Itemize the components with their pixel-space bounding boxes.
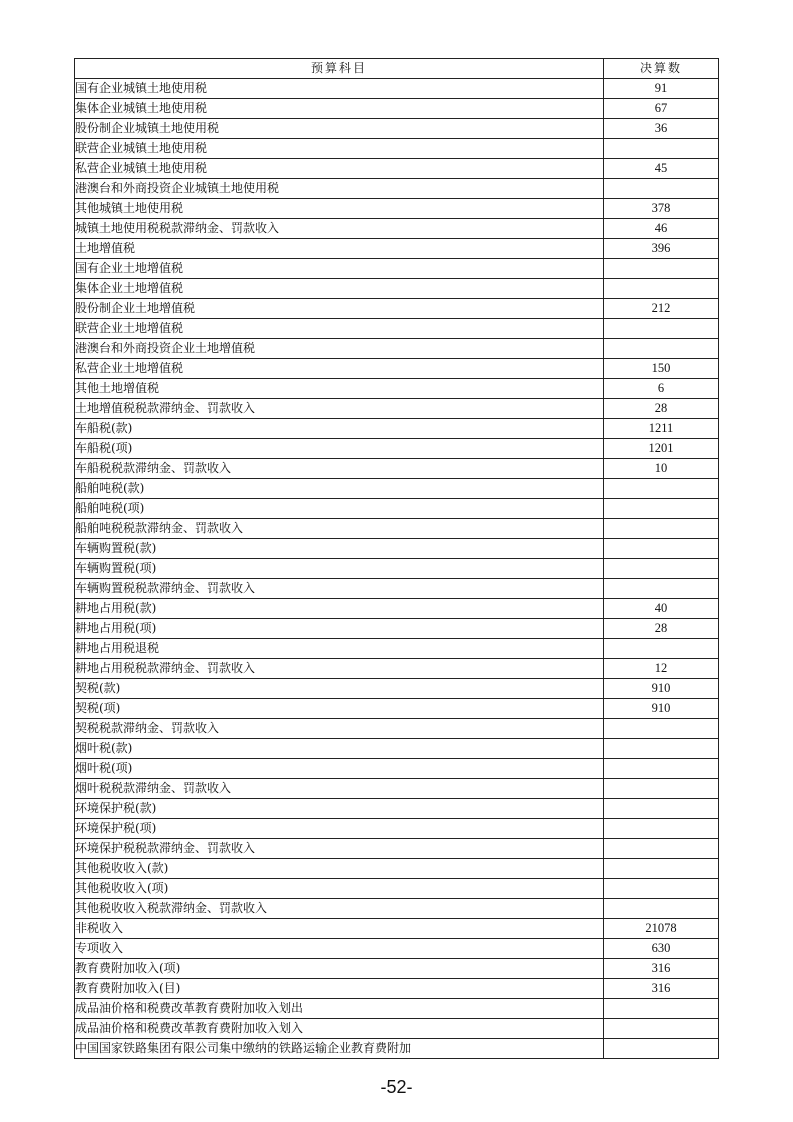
table-row (75, 259, 719, 279)
final-amount-cell (604, 499, 719, 519)
budget-item-cell: 其他土地增值税 (75, 379, 604, 399)
table-row (75, 199, 719, 219)
final-amount-cell (604, 719, 719, 739)
budget-item-cell: 烟叶税税款滞纳金、罚款收入 (75, 779, 604, 799)
budget-item-cell: 其他城镇土地使用税 (75, 199, 604, 219)
final-amount-cell (604, 519, 719, 539)
table-row (75, 179, 719, 199)
table-row (75, 999, 719, 1019)
final-amount-cell (604, 899, 719, 919)
budget-item-cell: 其他税收收入(项) (75, 879, 604, 899)
budget-item-cell: 教育费附加收入(目) (75, 979, 604, 999)
budget-item-cell: 城镇土地使用税税款滞纳金、罚款收入 (75, 219, 604, 239)
budget-item-cell: 契税税款滞纳金、罚款收入 (75, 719, 604, 739)
budget-item-cell: 成品油价格和税费改革教育费附加收入划入 (75, 1019, 604, 1039)
header-budget-item: 预算科目 (75, 59, 604, 79)
budget-item-cell: 国有企业土地增值税 (75, 259, 604, 279)
final-amount-cell (604, 479, 719, 499)
table-row (75, 939, 719, 959)
budget-item-cell: 集体企业土地增值税 (75, 279, 604, 299)
table-row (75, 519, 719, 539)
final-amount-cell: 28 (604, 399, 719, 419)
budget-table (74, 58, 719, 1059)
final-amount-cell: 316 (604, 979, 719, 999)
table-row (75, 859, 719, 879)
budget-item-cell: 车辆购置税(款) (75, 539, 604, 559)
table-row (75, 159, 719, 179)
final-amount-cell (604, 539, 719, 559)
table-row (75, 399, 719, 419)
table-row (75, 239, 719, 259)
table-row (75, 719, 719, 739)
final-amount-cell (604, 859, 719, 879)
page-number: -52- (380, 1077, 413, 1097)
table-row (75, 759, 719, 779)
final-amount-cell: 28 (604, 619, 719, 639)
final-amount-cell (604, 779, 719, 799)
table-row (75, 559, 719, 579)
table-row (75, 899, 719, 919)
budget-item-cell: 契税(项) (75, 699, 604, 719)
final-amount-cell: 316 (604, 959, 719, 979)
final-amount-cell: 396 (604, 239, 719, 259)
final-amount-cell: 12 (604, 659, 719, 679)
table-row (75, 739, 719, 759)
final-amount-cell (604, 759, 719, 779)
final-amount-cell: 67 (604, 99, 719, 119)
budget-item-cell: 船舶吨税(款) (75, 479, 604, 499)
table-row (75, 639, 719, 659)
table-row (75, 319, 719, 339)
budget-item-cell: 车辆购置税(项) (75, 559, 604, 579)
table-row (75, 299, 719, 319)
table-row (75, 659, 719, 679)
budget-item-cell: 车船税(款) (75, 419, 604, 439)
final-amount-cell (604, 1019, 719, 1039)
table-row (75, 219, 719, 239)
final-amount-cell (604, 879, 719, 899)
final-amount-cell (604, 179, 719, 199)
budget-item-cell: 土地增值税 (75, 239, 604, 259)
table-row (75, 79, 719, 99)
final-amount-cell (604, 579, 719, 599)
budget-item-cell: 港澳台和外商投资企业城镇土地使用税 (75, 179, 604, 199)
table-row (75, 919, 719, 939)
final-amount-cell (604, 739, 719, 759)
budget-item-cell: 教育费附加收入(项) (75, 959, 604, 979)
budget-item-cell: 成品油价格和税费改革教育费附加收入划出 (75, 999, 604, 1019)
budget-item-cell: 中国国家铁路集团有限公司集中缴纳的铁路运输企业教育费附加 (75, 1039, 604, 1059)
final-amount-cell (604, 999, 719, 1019)
final-amount-cell (604, 1039, 719, 1059)
table-row (75, 139, 719, 159)
table-row (75, 699, 719, 719)
budget-item-cell: 私营企业城镇土地使用税 (75, 159, 604, 179)
budget-item-cell: 耕地占用税退税 (75, 639, 604, 659)
final-amount-cell: 36 (604, 119, 719, 139)
budget-item-cell: 国有企业城镇土地使用税 (75, 79, 604, 99)
table-row (75, 119, 719, 139)
final-amount-cell: 1211 (604, 419, 719, 439)
table-row (75, 819, 719, 839)
budget-item-cell: 专项收入 (75, 939, 604, 959)
final-amount-cell: 150 (604, 359, 719, 379)
budget-item-cell: 股份制企业土地增值税 (75, 299, 604, 319)
table-row (75, 439, 719, 459)
budget-item-cell: 其他税收收入税款滞纳金、罚款收入 (75, 899, 604, 919)
final-amount-cell (604, 639, 719, 659)
final-amount-cell (604, 799, 719, 819)
table-row (75, 959, 719, 979)
final-amount-cell: 91 (604, 79, 719, 99)
table-row (75, 479, 719, 499)
final-amount-cell (604, 259, 719, 279)
table-row (75, 679, 719, 699)
table-row (75, 879, 719, 899)
budget-item-cell: 土地增值税税款滞纳金、罚款收入 (75, 399, 604, 419)
table-row (75, 339, 719, 359)
budget-item-cell: 契税(款) (75, 679, 604, 699)
budget-item-cell: 联营企业城镇土地使用税 (75, 139, 604, 159)
final-amount-cell: 1201 (604, 439, 719, 459)
final-amount-cell (604, 819, 719, 839)
table-row (75, 619, 719, 639)
final-amount-cell: 212 (604, 299, 719, 319)
table-row (75, 979, 719, 999)
table-row (75, 459, 719, 479)
final-amount-cell: 6 (604, 379, 719, 399)
table-row (75, 539, 719, 559)
table-row (75, 379, 719, 399)
table-row (75, 799, 719, 819)
final-amount-cell: 45 (604, 159, 719, 179)
final-amount-cell (604, 839, 719, 859)
final-amount-cell (604, 339, 719, 359)
budget-item-cell: 车船税(项) (75, 439, 604, 459)
final-amount-cell: 630 (604, 939, 719, 959)
table-row (75, 599, 719, 619)
table-row (75, 579, 719, 599)
budget-item-cell: 港澳台和外商投资企业土地增值税 (75, 339, 604, 359)
table-row (75, 499, 719, 519)
final-amount-cell: 10 (604, 459, 719, 479)
table-row (75, 1019, 719, 1039)
budget-item-cell: 耕地占用税税款滞纳金、罚款收入 (75, 659, 604, 679)
table-row (75, 99, 719, 119)
final-amount-cell (604, 319, 719, 339)
budget-item-cell: 其他税收收入(款) (75, 859, 604, 879)
budget-item-cell: 环境保护税(项) (75, 819, 604, 839)
final-amount-cell (604, 559, 719, 579)
budget-item-cell: 烟叶税(项) (75, 759, 604, 779)
table-row (75, 779, 719, 799)
table-row (75, 279, 719, 299)
final-amount-cell: 378 (604, 199, 719, 219)
budget-item-cell: 联营企业土地增值税 (75, 319, 604, 339)
budget-item-cell: 烟叶税(款) (75, 739, 604, 759)
table-row (75, 419, 719, 439)
table-row (75, 839, 719, 859)
final-amount-cell (604, 139, 719, 159)
budget-item-cell: 环境保护税税款滞纳金、罚款收入 (75, 839, 604, 859)
table-header-row (75, 59, 719, 79)
budget-item-cell: 私营企业土地增值税 (75, 359, 604, 379)
budget-item-cell: 船舶吨税(项) (75, 499, 604, 519)
final-amount-cell: 46 (604, 219, 719, 239)
table-row (75, 359, 719, 379)
table-row (75, 1039, 719, 1059)
final-amount-cell: 40 (604, 599, 719, 619)
budget-item-cell: 股份制企业城镇土地使用税 (75, 119, 604, 139)
header-final-amount: 决算数 (604, 59, 719, 79)
final-amount-cell: 910 (604, 699, 719, 719)
budget-item-cell: 集体企业城镇土地使用税 (75, 99, 604, 119)
budget-item-cell: 车辆购置税税款滞纳金、罚款收入 (75, 579, 604, 599)
budget-item-cell: 船舶吨税税款滞纳金、罚款收入 (75, 519, 604, 539)
final-amount-cell: 21078 (604, 919, 719, 939)
budget-item-cell: 耕地占用税(项) (75, 619, 604, 639)
budget-item-cell: 耕地占用税(款) (75, 599, 604, 619)
final-amount-cell (604, 279, 719, 299)
budget-item-cell: 非税收入 (75, 919, 604, 939)
final-amount-cell: 910 (604, 679, 719, 699)
budget-item-cell: 车船税税款滞纳金、罚款收入 (75, 459, 604, 479)
budget-item-cell: 环境保护税(款) (75, 799, 604, 819)
